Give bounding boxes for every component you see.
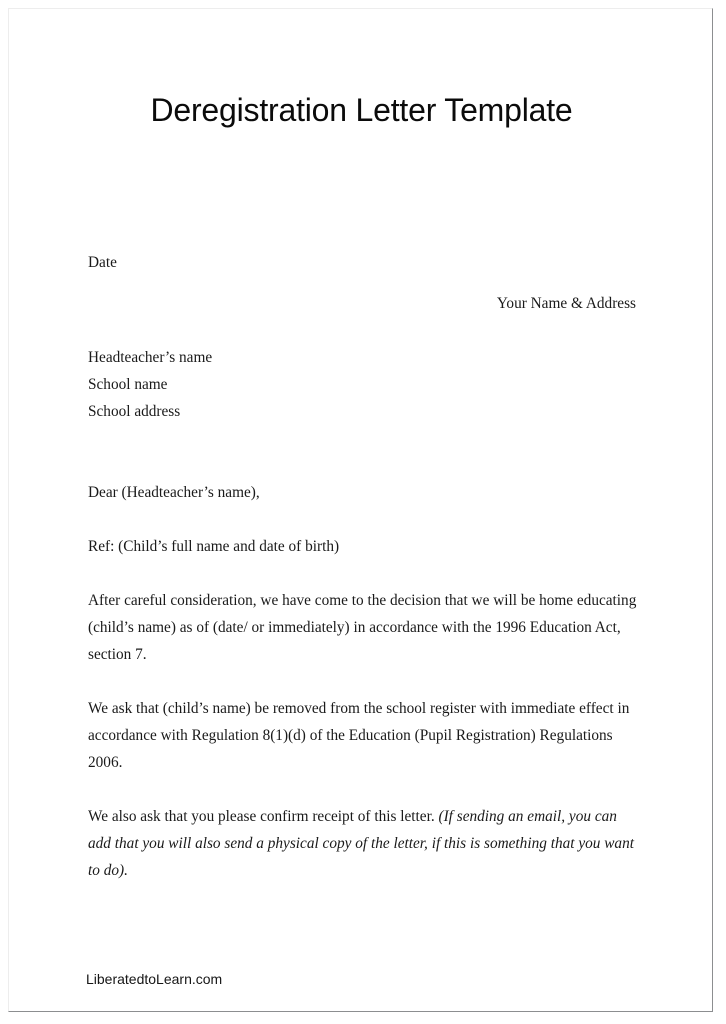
date-label: Date: [88, 254, 117, 271]
paragraph-removal-request: We ask that (child’s name) be removed from the school register with immediate effect in accordance with Regulation 8(1)(d) of the Education (Pupil Registration) Regulations 2006.: [88, 700, 630, 771]
footer-brand: LiberatedtoLearn.com: [86, 971, 223, 987]
confirm-receipt-italic-note: (If sending an email, you can add that you will also send a physical copy of the letter, if this is something that you want to do).: [88, 808, 634, 879]
spacer: [88, 506, 637, 533]
spacer: [88, 425, 637, 479]
spacer: [88, 776, 637, 803]
document-page: [8, 8, 713, 1012]
letter-body: [88, 249, 637, 884]
paragraph-decision: After careful consideration, we have come to the decision that we will be home educating (child’s name) as of (date/ or immediately) in accordance with the 1996 Education Act, section 7.: [88, 592, 637, 663]
spacer: [88, 276, 637, 290]
sender-name-address: Your Name & Address: [496, 295, 636, 312]
spacer: [88, 560, 637, 587]
confirm-receipt-plain-text: We also ask that you please confirm receipt of this letter.: [88, 808, 439, 825]
recipient-headteacher-name: Headteacher’s name: [88, 349, 213, 366]
spacer: [88, 668, 637, 695]
reference-line: Ref: (Child’s full name and date of birth): [88, 538, 340, 555]
recipient-school-address: School address: [88, 403, 181, 420]
salutation: Dear (Headteacher’s name),: [88, 484, 260, 501]
paragraph-confirm-receipt: [88, 803, 637, 884]
spacer: [88, 317, 637, 344]
page-title: Deregistration Letter Template: [150, 92, 573, 128]
recipient-school-name: School name: [88, 376, 168, 393]
